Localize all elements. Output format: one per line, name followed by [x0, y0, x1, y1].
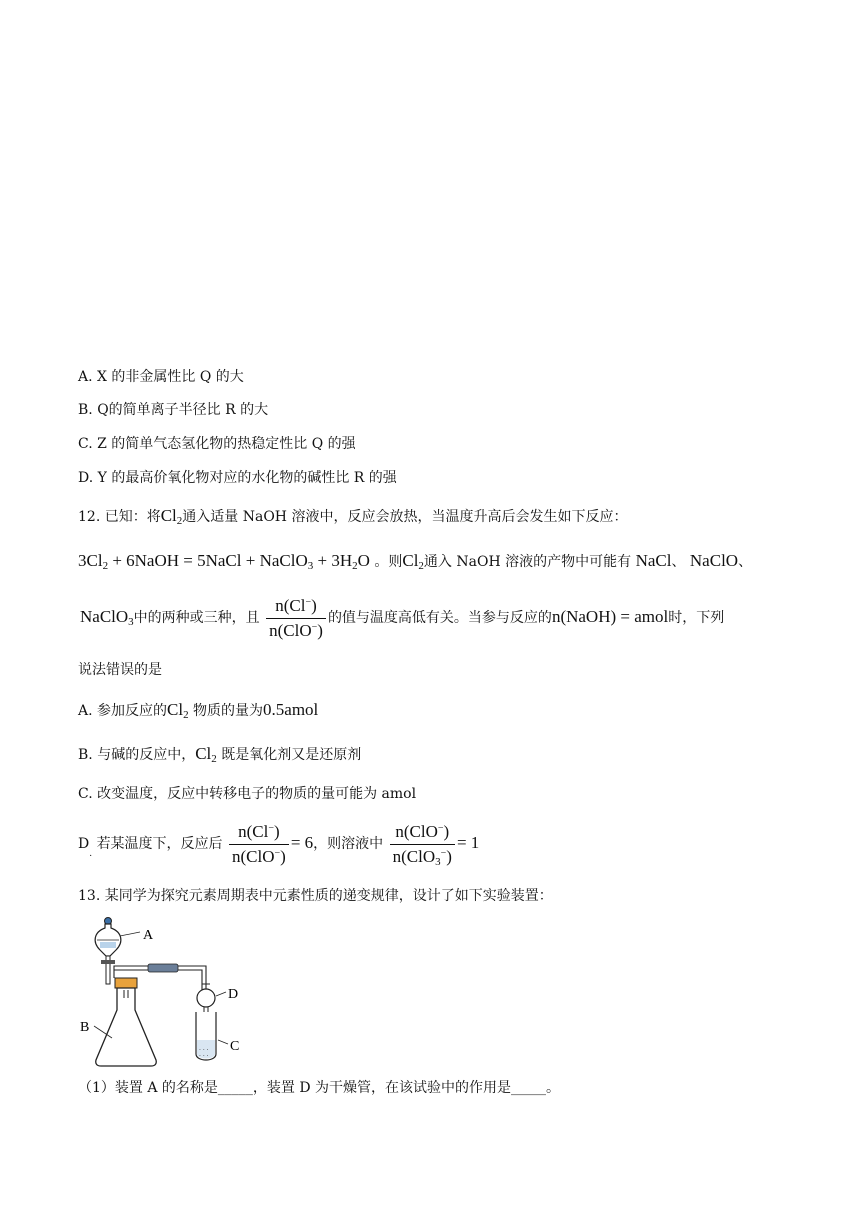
ratio-fraction: $\frac{n(Cl^-)}{n(ClO^-)}$ — [266, 596, 326, 641]
question-12-line4: 说法错误的是 — [78, 662, 162, 678]
ratio-fraction-d: $\frac{n(Cl^-)}{n(ClO^-)}$ — [229, 822, 289, 867]
question-12-line3: NaClO$_3$中的两种或三种，且 $\frac{n(Cl^-)}{n(ClO^-)}$ 的值与温度高低有关。当参与反应的n(NaOH) = amol时，下列 — [80, 595, 725, 640]
question-13-stem: 13. 某同学为探究元素周期表中元素性质的递变规律，设计了如下实验装置： — [78, 888, 553, 904]
label-c: C — [230, 1039, 240, 1054]
apparatus-diagram — [78, 912, 258, 1072]
option-d-12: $D_.$ 若某温度下，反应后 $\frac{n(Cl^-)}{n(ClO^-)}$ = 6，则溶液中 $\frac{n(ClO^-)}{n(ClO_3^-)}$ = 1 — [78, 821, 480, 868]
option-a-11: A. X 的非金属性比 Q 的大 — [78, 369, 244, 385]
ratio-fraction-clo3: $\frac{n(ClO^-)}{n(ClO_3^-)}$ — [390, 822, 455, 867]
option-b-11: B. Q的简单离子半径比 R 的大 — [78, 402, 269, 418]
question-13-part1: （1）装置 A 的名称是_____，装置 D 为干燥管，在该试验中的作用是_____。 — [78, 1080, 561, 1096]
label-d: D — [228, 987, 239, 1002]
option-c-12: C. 改变温度，反应中转移电子的物质的量可能为 amol — [78, 786, 417, 802]
option-b-12: B. 与碱的反应中，$Cl_2$ 既是氧化剂又是还原剂 — [78, 744, 362, 765]
option-a-12: A. 参加反应的$Cl_2$ 物质的量为0.5amol — [78, 700, 319, 721]
option-c-11: C. Z 的简单气态氢化物的热稳定性比 Q 的强 — [78, 436, 356, 452]
rubber-connector — [148, 964, 178, 972]
flask-stopper — [115, 978, 137, 988]
svg-text:. . .: . . . — [199, 1051, 209, 1058]
question-12-equation: $3Cl_2$ + 6NaOH = 5NaCl + NaClO$_3$ + $3H_2O$ 。则$Cl_2$通入 NaOH 溶液的产物中可能有 NaCl、 NaClO、 — [78, 551, 753, 572]
option-d-11: D. Y 的最高价氧化物对应的水化物的碱性比 R 的强 — [78, 470, 397, 486]
label-b: B — [80, 1020, 90, 1035]
label-a: A — [143, 928, 154, 943]
erlenmeyer-flask — [96, 988, 157, 1066]
svg-text:. . .: . . . — [199, 1045, 209, 1052]
drying-tube — [197, 989, 215, 1007]
question-12-line1: 12. 已知：将$Cl_2$通入适量 NaOH 溶液中，反应会放热，当温度升高后会发生如下反应： — [78, 506, 628, 527]
